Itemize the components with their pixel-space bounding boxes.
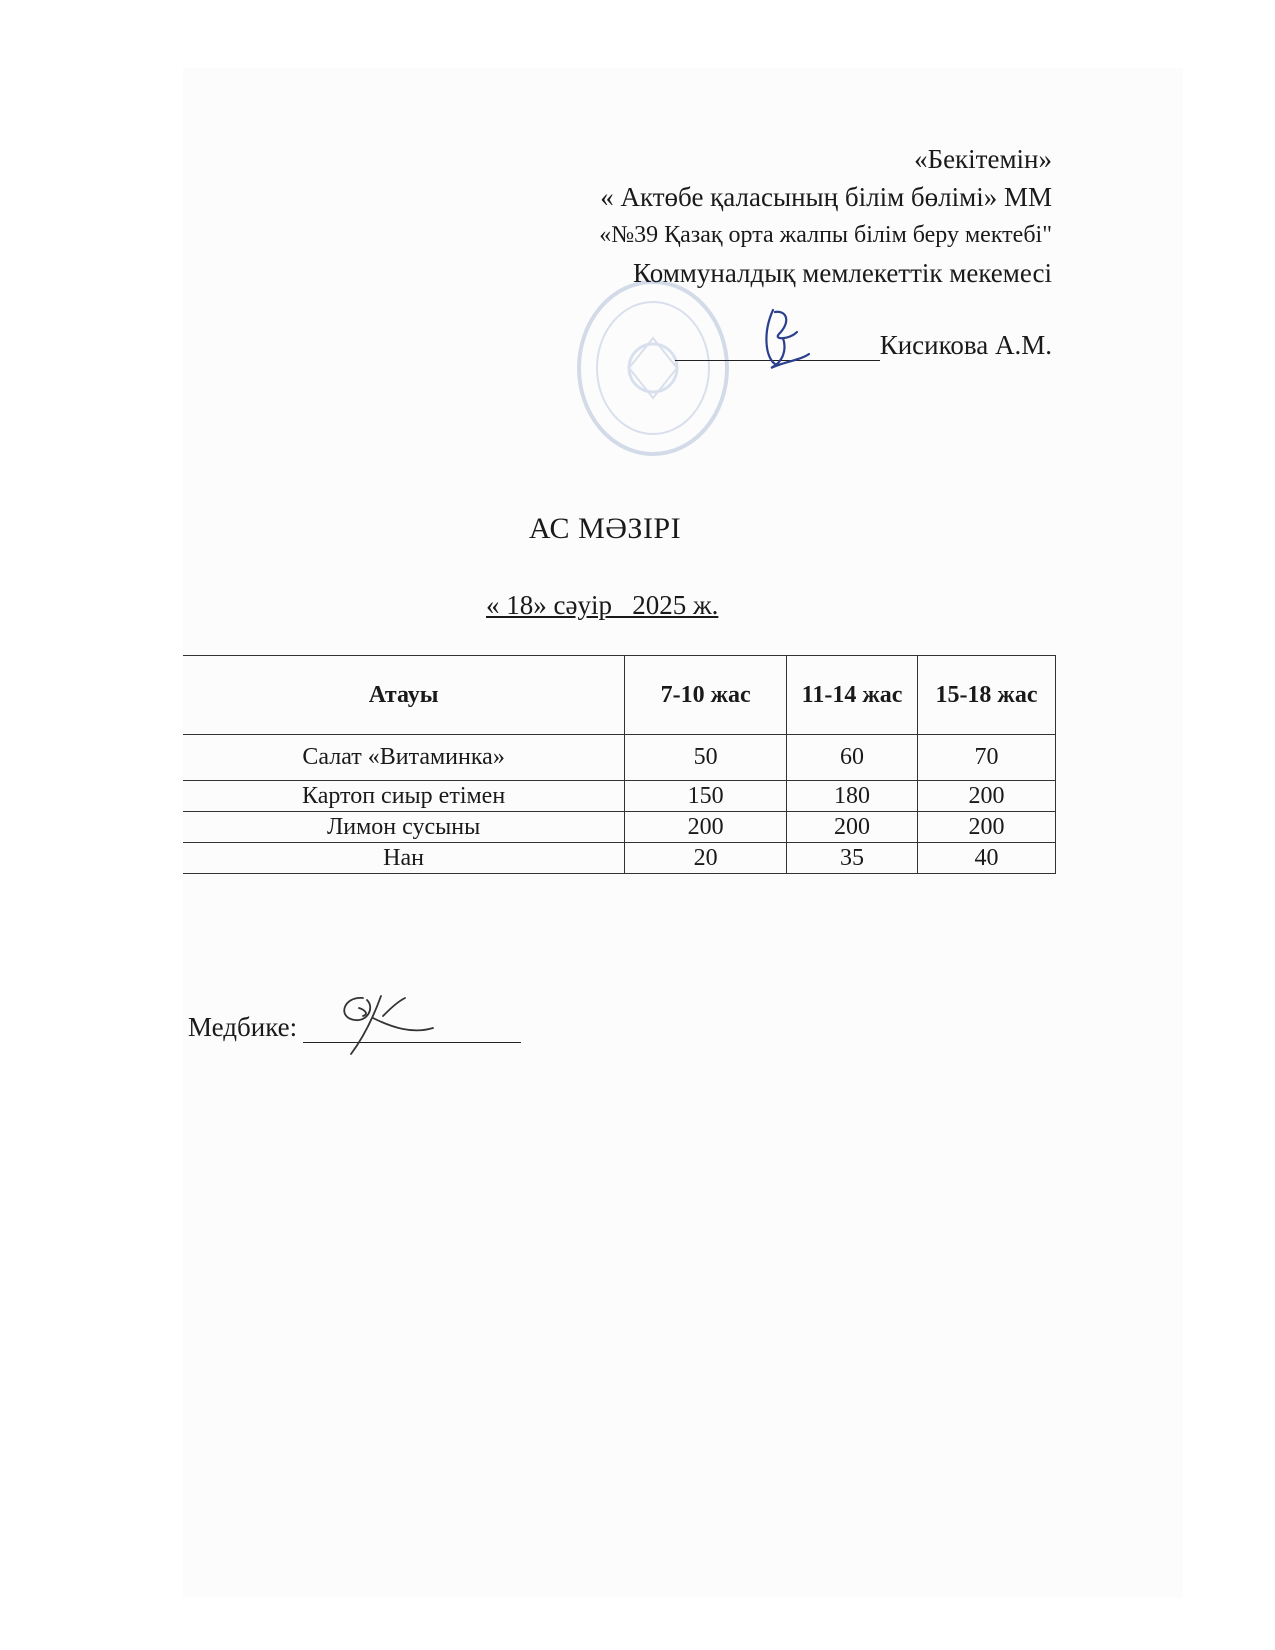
director-signature-icon xyxy=(753,302,823,372)
portion-cell: 70 xyxy=(917,735,1055,781)
column-header-name: Атауы xyxy=(183,656,625,735)
portion-cell: 200 xyxy=(917,812,1055,843)
portion-cell: 200 xyxy=(917,781,1055,812)
nurse-signature-line xyxy=(303,1014,521,1043)
official-seal-icon xyxy=(574,278,732,458)
approval-block xyxy=(599,140,1052,292)
director-name: Кисикова А.М. xyxy=(879,330,1052,360)
approval-institution-type: Коммуналдық мемлекеттік мекемесі xyxy=(633,258,1052,288)
table-row xyxy=(183,812,1056,843)
dish-name: Салат «Витаминка» xyxy=(183,735,625,781)
approval-heading: «Бекітемін» xyxy=(914,144,1052,174)
dish-name: Нан xyxy=(183,843,625,874)
table-row xyxy=(183,735,1056,781)
approval-department: « Актөбе қаласының білім бөлімі» ММ xyxy=(600,182,1052,212)
table-row xyxy=(183,843,1056,874)
menu-title: АС МӘЗІРІ xyxy=(528,512,682,545)
portion-cell: 35 xyxy=(787,843,918,874)
portion-cell: 50 xyxy=(625,735,787,781)
portion-cell: 60 xyxy=(787,735,918,781)
portion-cell: 200 xyxy=(625,812,787,843)
director-signature-row xyxy=(675,330,1052,361)
table-row xyxy=(183,781,1056,812)
dish-name: Лимон сусыны xyxy=(183,812,625,843)
nurse-signature-icon xyxy=(323,988,443,1058)
portion-cell: 20 xyxy=(625,843,787,874)
column-header-age-7-10: 7-10 жас xyxy=(625,656,787,735)
director-signature-line xyxy=(675,330,880,361)
menu-date: « 18» сәуір 2025 ж. xyxy=(486,590,719,620)
portion-cell: 180 xyxy=(787,781,918,812)
menu-table xyxy=(183,655,1056,874)
column-header-age-11-14: 11-14 жас xyxy=(787,656,918,735)
portion-cell: 150 xyxy=(625,781,787,812)
portion-cell: 200 xyxy=(787,812,918,843)
nurse-signature-row xyxy=(188,1012,521,1043)
portion-cell: 40 xyxy=(917,843,1055,874)
approval-school: «№39 Қазақ орта жалпы білім беру мектебі" xyxy=(599,222,1052,248)
nurse-label: Медбике: xyxy=(188,1012,298,1042)
table-header-row xyxy=(183,656,1056,735)
dish-name: Картоп сиыр етімен xyxy=(183,781,625,812)
column-header-age-15-18: 15-18 жас xyxy=(917,656,1055,735)
